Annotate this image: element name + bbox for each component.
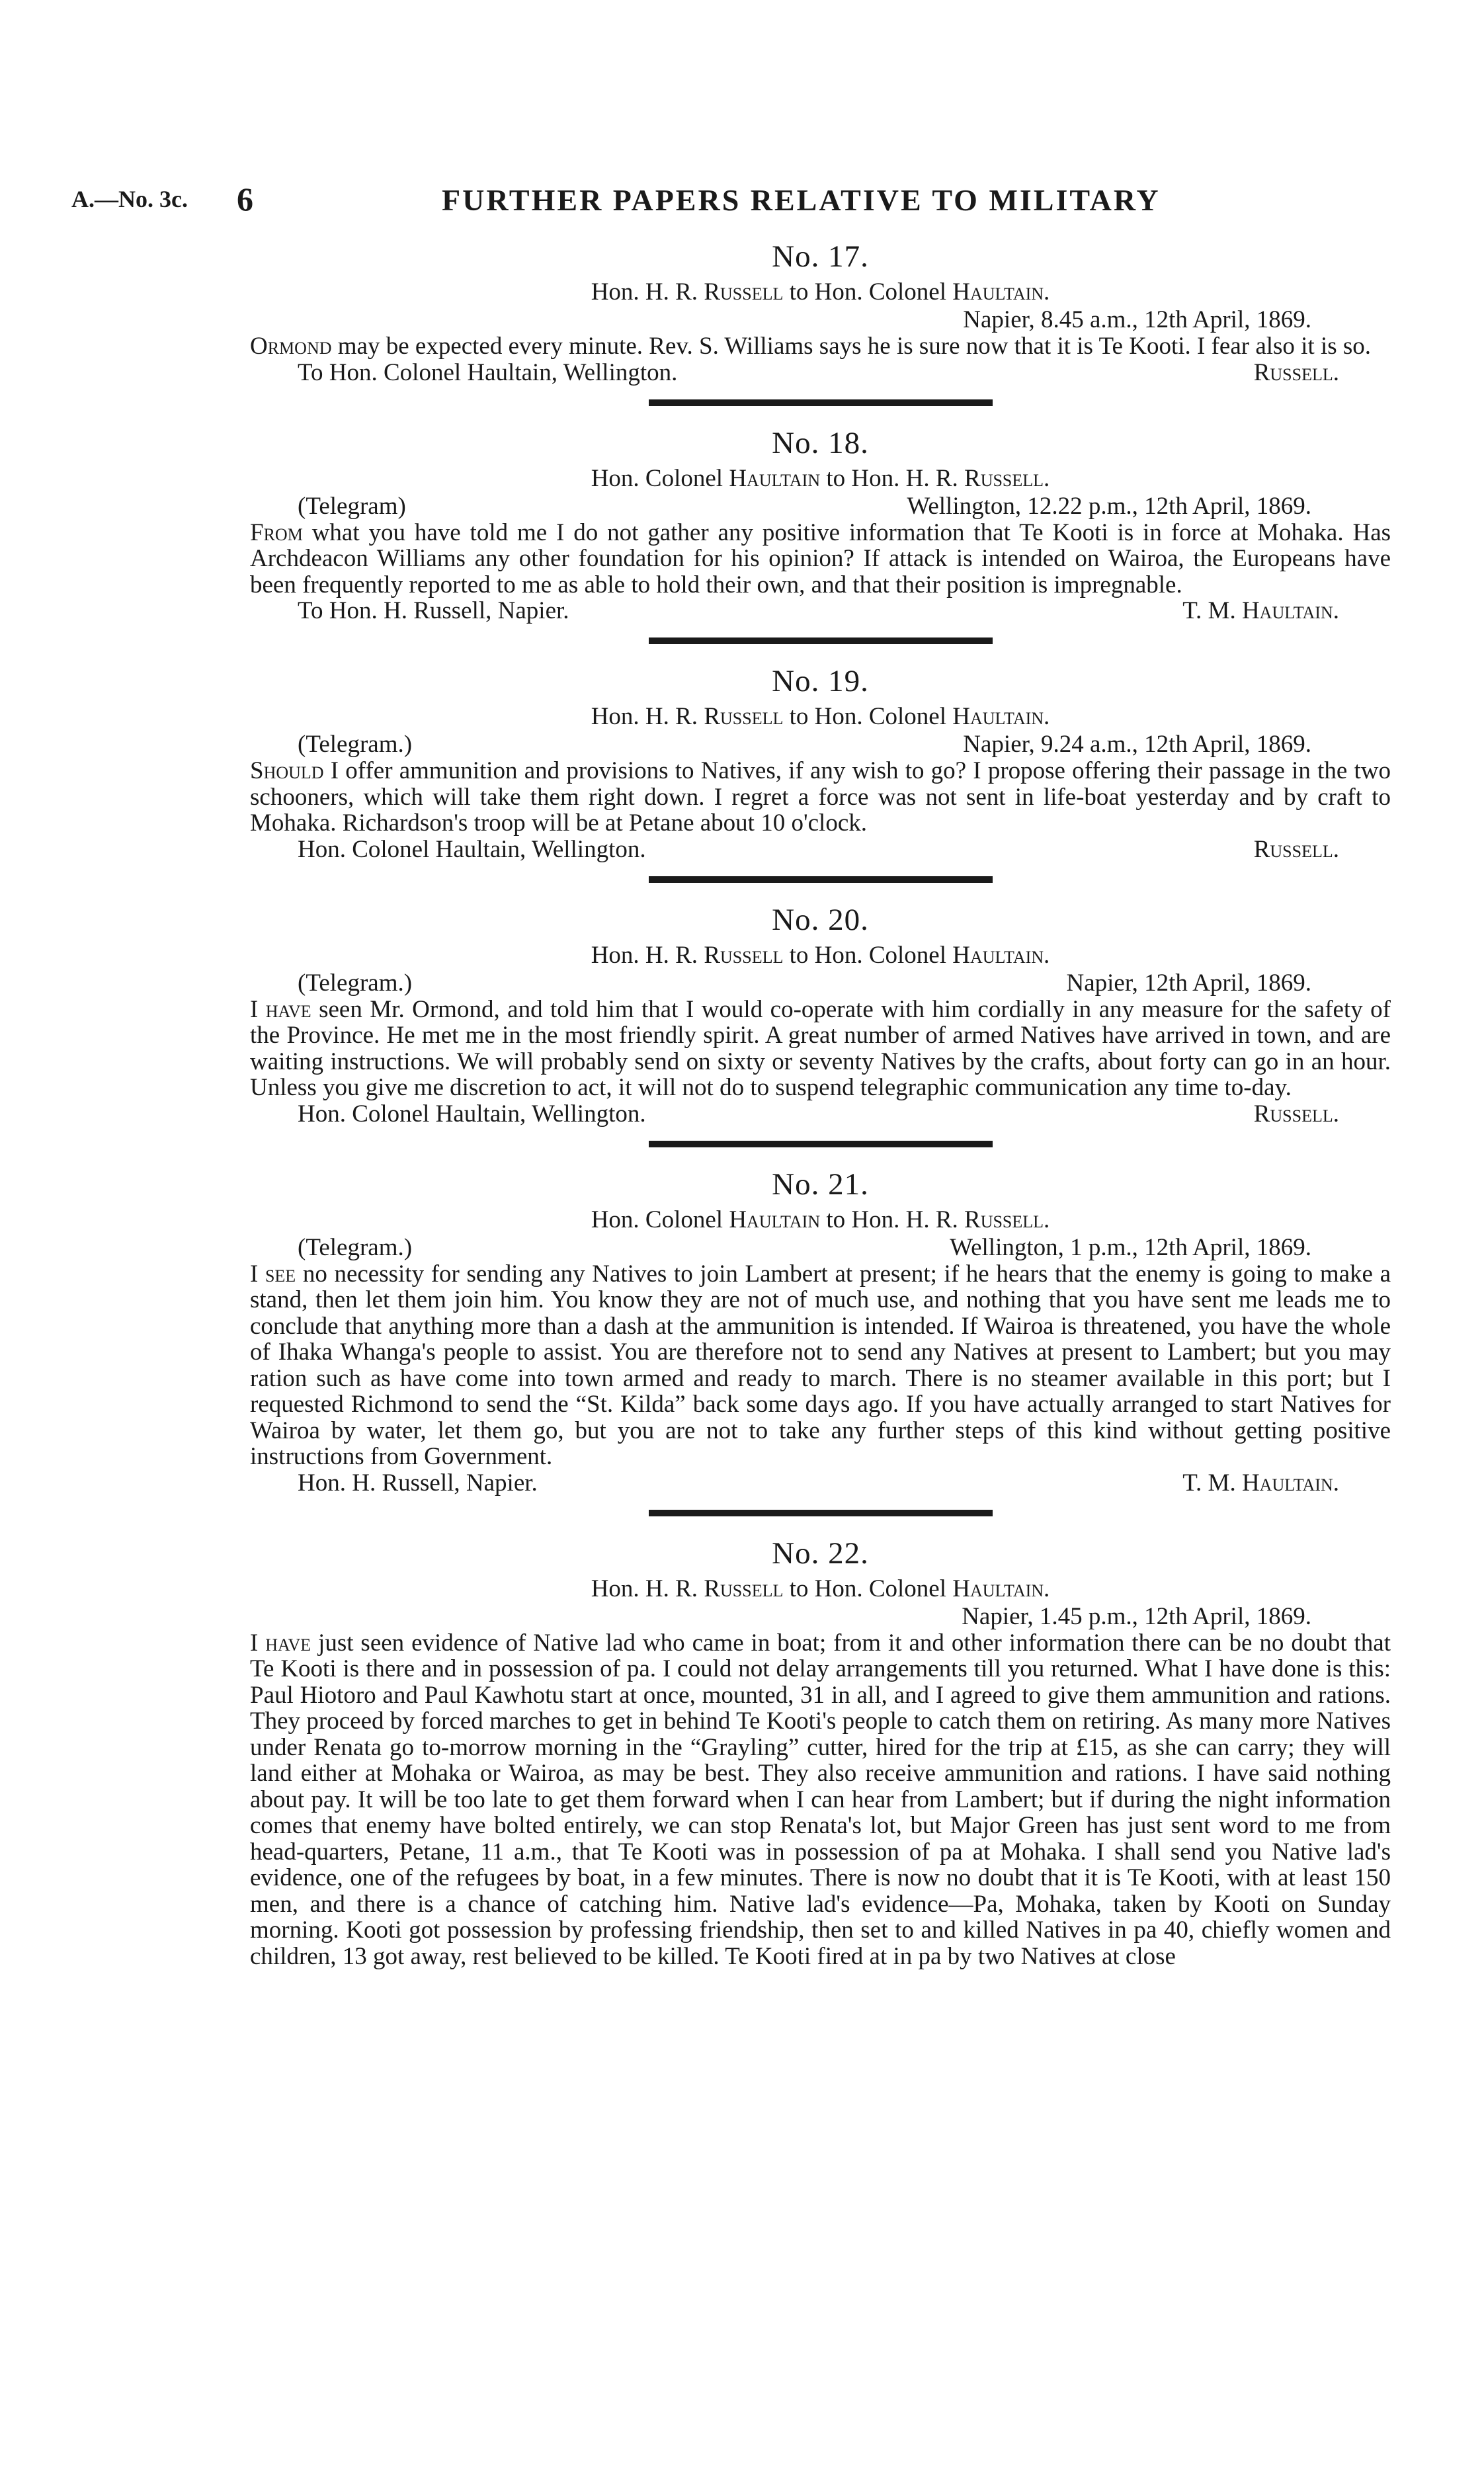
dateline [250, 1235, 1391, 1261]
recipient-name: Haultain [952, 278, 1044, 306]
addressee: To Hon. Colonel Haultain, Wellington. [298, 358, 678, 386]
section-divider [649, 399, 993, 406]
sender-recipient-line: Hon. H. R. Russell to Hon. Colonel Haultain. [591, 703, 1050, 730]
signature: T. M. Haultain. [1182, 597, 1339, 624]
letter-body: I have seen Mr. Ormond, and told him that I would co-operate with him cordially in any measure for the safety of the Province. He met me in the most friendly spirit. A great number of armed Natives have arrived in town, and are waiting instructions. We will probably send on sixty or seventy Natives by the crafts, about forty can go in an hour. Unless you give me discretion to act, it will not do to suspend telegraphic communication any time to-day. [250, 995, 1391, 1101]
place-date: Wellington, 1 p.m., 12th April, 1869. [950, 1233, 1311, 1261]
letter-number: No. 21. [772, 1167, 869, 1202]
sender-recipient-line: Hon. Colonel Haultain to Hon. H. R. Russell. [591, 464, 1050, 492]
letter-body: I have just seen evidence of Native lad who came in boat; from it and other information there can be no doubt that Te Kooti is there and in possession of pa. I could not delay arrangements till you returned. What I have done is this: Paul Hiotoro and Paul Kawhotu start at once, mounted, 31 in all, and I agreed to give them ammunition and rations. They proceed by forced marches to get in behind Te Kooti's people to catch them on retiring. As many more Natives under Renata go to-morrow morning in the “Grayling” cutter, hired for the trip at £15, as she can carry; they will land either at Mohaka or Wairoa, as may be best. They also receive ammunition and rations. I have said nothing about pay. It will be too late to get them forward when I can hear from Lambert; but if during the night information comes that enemy have bolted entirely, we can stop Renata's lot, but Major Green has just sent word to me from head-quarters, Petane, 11 a.m., that Te Kooti was in possession of pa at Mohaka. I shall send you Native lad's evidence, one of the refugees by boat, in a few minutes. There is now no doubt that it is Te Kooti, with at least 150 men, and there is a chance of catching him. Native lad's evidence—Pa, Mohaka, taken by Kooti on Sunday morning. Kooti got possession by professing friendship, then set to and killed Natives in pa 40, chiefly women and children, 13 got away, rest believed to be killed. Te Kooti fired at in pa by two Natives at close [250, 1629, 1391, 1970]
signoff [250, 360, 1391, 388]
sender-recipient-line: Hon. H. R. Russell to Hon. Colonel Haultain. [591, 278, 1050, 306]
signoff [250, 598, 1391, 626]
signature: Russell. [1253, 835, 1339, 863]
recipient-name: Russell [964, 464, 1044, 492]
signoff [250, 837, 1391, 864]
addressee: Hon. Colonel Haultain, Wellington. [298, 835, 646, 863]
sender-name: Russell [704, 278, 784, 306]
running-title: FURTHER PAPERS RELATIVE TO MILITARY [442, 183, 1161, 217]
letter-22 [250, 1532, 1391, 1970]
place-date: Napier, 1.45 p.m., 12th April, 1869. [962, 1602, 1311, 1630]
signature: T. M. Haultain. [1182, 1469, 1339, 1497]
page-header [71, 177, 1381, 230]
letter-body: Ormond may be expected every minute. Rev. S. Williams says he is sure now that it is Te Kooti. I fear also it is so. [250, 333, 1372, 360]
letter-17 [250, 235, 1391, 388]
dateline [250, 731, 1391, 758]
recipient-name: Russell [964, 1206, 1044, 1233]
recipient-name: Haultain. [952, 1575, 1050, 1602]
place-date: Napier, 12th April, 1869. [1066, 969, 1311, 997]
letter-20 [250, 899, 1391, 1129]
recipient-name: Haultain [952, 941, 1044, 969]
letter-number: No. 17. [772, 239, 869, 274]
message-type: (Telegram.) [298, 731, 413, 758]
sender-recipient-line: Hon. H. R. Russell to Hon. Colonel Haultain. [591, 941, 1050, 969]
dateline [250, 493, 1391, 520]
letter-19 [250, 660, 1391, 864]
letter-18 [250, 422, 1391, 626]
letter-number: No. 19. [772, 664, 869, 698]
sender-name: Haultain [729, 1206, 821, 1233]
place-date: Napier, 9.24 a.m., 12th April, 1869. [963, 731, 1311, 758]
sender-name: Russell [704, 703, 784, 730]
sender-recipient-line: Hon. H. R. Russell to Hon. Colonel Haultain. [591, 1575, 1050, 1602]
section-divider [649, 637, 993, 644]
letter-body: Should I offer ammunition and provisions to Natives, if any wish to go? I propose offering their passage in the two schooners, which will take them right down. I regret a force was not sent in life-boat yesterday and by craft to Mohaka. Richardson's troop will be at Petane about 10 o'clock. [250, 757, 1391, 837]
signoff [250, 1470, 1391, 1498]
signoff [250, 1101, 1391, 1129]
addressee: Hon. Colonel Haultain, Wellington. [298, 1100, 646, 1128]
letter-21 [250, 1163, 1391, 1498]
correspondence-list [250, 235, 1391, 1969]
place-date: Wellington, 12.22 p.m., 12th April, 1869. [907, 492, 1311, 520]
letter-number: No. 22. [772, 1536, 869, 1571]
section-divider [649, 876, 993, 883]
document-reference: A.—No. 3c. [71, 186, 188, 212]
sender-recipient-line: Hon. Colonel Haultain to Hon. H. R. Russell. [591, 1206, 1050, 1233]
letter-body: From what you have told me I do not gather any positive information that Te Kooti is in force at Mohaka. Has Archdeacon Williams any other foundation for his opinion? If attack is intended on Wairoa, the Europeans have been frequently reported to me as able to hold their own, and that their position is impregnable. [250, 518, 1391, 598]
dateline [250, 307, 1391, 333]
addressee: Hon. H. Russell, Napier. [298, 1469, 538, 1497]
signature: Russell. [1253, 358, 1339, 386]
message-type: (Telegram.) [298, 969, 413, 997]
section-divider [649, 1510, 993, 1516]
letter-number: No. 18. [772, 425, 869, 460]
sender-name: Russell [704, 941, 784, 969]
dateline [250, 970, 1391, 997]
message-type: (Telegram.) [298, 1233, 413, 1261]
addressee: To Hon. H. Russell, Napier. [298, 597, 569, 624]
page-number: 6 [237, 181, 253, 218]
sender-name: Haultain [729, 464, 821, 492]
message-type: (Telegram) [298, 492, 406, 520]
letter-body: I see no necessity for sending any Natives to join Lambert at present; if he hears that the enemy is going to make a stand, then let them join him. You know they are not of much use, and nothing that you have sent me leads me to conclude that anything more than a dash at the ammunition is intended. If Wairoa is threatened, you have the whole of Ihaka Whanga's people to assist. You are therefore not to send any Natives at present to Lambert; but you may ration such as have come into town armed and ready to march. There is no steamer available in this port; but I requested Richmond to send the “St. Kilda” back some days ago. If you have actually arranged to start Natives for Wairoa by water, let them go, but you are not to take any further steps of this kind without getting positive instructions from Government. [250, 1260, 1391, 1470]
dateline [250, 1604, 1391, 1630]
letter-number: No. 20. [772, 902, 869, 937]
sender-name: Russell [704, 1575, 784, 1602]
signature: Russell. [1253, 1100, 1339, 1128]
section-divider [649, 1141, 993, 1147]
place-date: Napier, 8.45 a.m., 12th April, 1869. [963, 306, 1311, 333]
recipient-name: Haultain [952, 703, 1044, 730]
